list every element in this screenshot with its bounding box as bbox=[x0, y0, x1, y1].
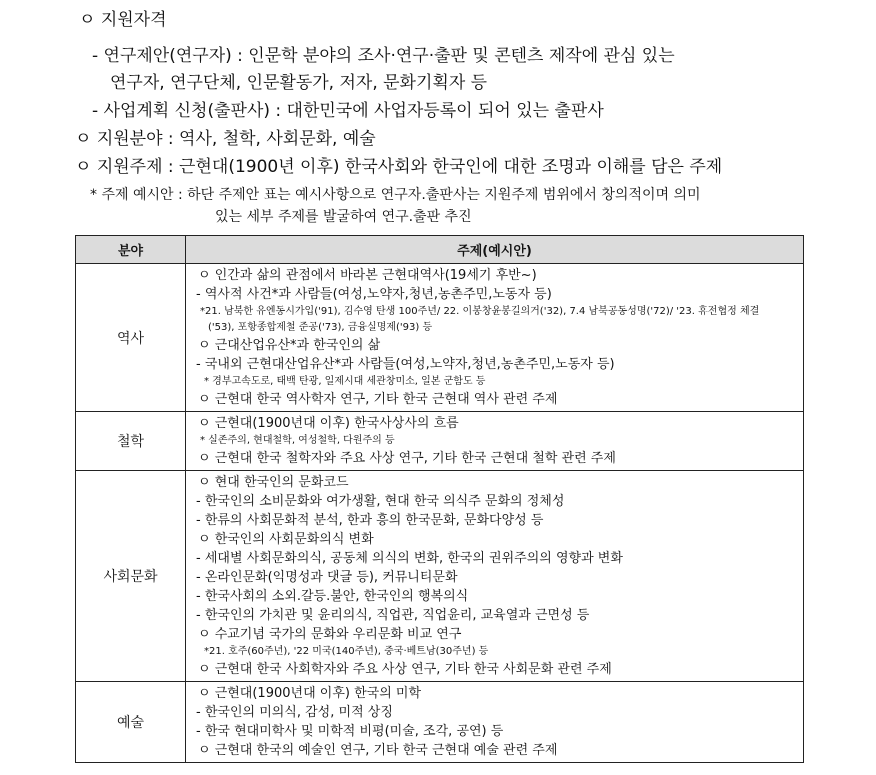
topic-line: ㅇ 근현대 한국 철학자와 주요 사상 연구, 기타 한국 근현대 철학 관련 주제 bbox=[198, 451, 616, 466]
topic-cell bbox=[186, 412, 804, 471]
table-row-society bbox=[76, 471, 804, 682]
topic-cell bbox=[186, 264, 804, 412]
topic-line: - 한국 현대미학사 및 미학적 비평(미술, 조각, 공연) 등 bbox=[196, 724, 504, 739]
topic-line: - 한국인의 소비문화와 여가생활, 현대 한국 의식주 문화의 정체성 bbox=[196, 494, 565, 509]
topic-line: - 세대별 사회문화의식, 공동체 의식의 변화, 한국의 권위주의의 영향과 변화 bbox=[196, 551, 623, 566]
topic-line: * 경부고속도로, 태백 탄광, 일제시대 세관창미소, 일본 군함도 등 bbox=[204, 376, 486, 387]
table-row-history bbox=[76, 264, 804, 412]
topic-line: ㅇ 근현대 한국 사회학자와 주요 사상 연구, 기타 한국 사회문화 관련 주제 bbox=[198, 662, 612, 677]
topic-line: ㅇ 현대 한국인의 문화코드 bbox=[198, 475, 349, 490]
topic-line: - 한국사회의 소외.갈등.불안, 한국인의 행복의식 bbox=[196, 589, 469, 604]
topic-line: ㅇ 근현대(1900년대 이후) 한국사상사의 흐름 bbox=[198, 416, 459, 431]
topic-line: ㅇ 인간과 삶의 관점에서 바라본 근현대역사(19세기 후반~) bbox=[198, 268, 537, 283]
topic-line: - 역사적 사건*과 사람들(여성,노약자,청년,농촌주민,노동자 등) bbox=[196, 287, 552, 302]
table-row-philosophy bbox=[76, 412, 804, 471]
table-row-arts bbox=[76, 682, 804, 763]
header-field: 분야 bbox=[76, 236, 186, 264]
field-cell: 철학 bbox=[76, 412, 186, 471]
topic-line: *21. 남북한 유엔동시가입('91), 김수영 탄생 100주년/ 22. 이봉창윤봉길의거('32), 7.4 남북공동성명('72)/ '23. 휴전협정 체결 bbox=[200, 306, 760, 317]
theme-note-line2: 있는 세부 주제를 발굴하여 연구.출판 추진 bbox=[215, 209, 472, 225]
field-cell: 사회문화 bbox=[76, 471, 186, 682]
topic-line: - 국내외 근현대산업유산*과 사람들(여성,노약자,청년,농촌주민,노동자 등) bbox=[196, 357, 615, 372]
field-cell: 예술 bbox=[76, 682, 186, 763]
table-header-row bbox=[76, 236, 804, 264]
topic-line: ㅇ 한국인의 사회문화의식 변화 bbox=[198, 532, 374, 547]
topic-line: - 한국인의 미의식, 감성, 미적 상징 bbox=[196, 705, 393, 720]
header-topic: 주제(예시안) bbox=[186, 236, 804, 264]
eligibility-publisher: - 사업계획 신청(출판사) : 대한민국에 사업자등록이 되어 있는 출판사 bbox=[92, 101, 604, 121]
topic-line: - 한국인의 가치관 및 윤리의식, 직업관, 직업윤리, 교육열과 근면성 등 bbox=[196, 608, 590, 623]
topic-line: ('53), 포항종합제철 준공('73), 금융실명제('93) 등 bbox=[208, 322, 433, 333]
eligibility-researcher-line1: - 연구제안(연구자) : 인문학 분야의 조사·연구·출판 및 콘텐츠 제작에 관심 있는 bbox=[92, 46, 675, 66]
topic-line: * 실존주의, 현대철학, 여성철학, 다원주의 등 bbox=[200, 435, 395, 446]
topic-line: ㅇ 근현대 한국 역사학자 연구, 기타 한국 근현대 역사 관련 주제 bbox=[198, 392, 558, 407]
topic-line: - 한류의 사회문화적 분석, 한과 흥의 한국문화, 문화다양성 등 bbox=[196, 513, 544, 528]
topic-cell bbox=[186, 471, 804, 682]
field-cell: 역사 bbox=[76, 264, 186, 412]
topic-line: - 온라인문화(익명성과 댓글 등), 커뮤니티문화 bbox=[196, 570, 458, 585]
topic-line: ㅇ 근현대(1900년대 이후) 한국의 미학 bbox=[198, 686, 422, 701]
theme-note-line1: * 주제 예시안 : 하단 주제안 표는 예시사항으로 연구자.출판사는 지원주제 범위에서 창의적이며 의미 bbox=[90, 187, 701, 203]
eligibility-heading: ㅇ 지원자격 bbox=[79, 10, 167, 30]
topic-cell bbox=[186, 682, 804, 763]
eligibility-researcher-line2: 연구자, 연구단체, 인문활동가, 저자, 문화기획자 등 bbox=[110, 73, 488, 93]
topic-line: ㅇ 수교기념 국가의 문화와 우리문화 비교 연구 bbox=[198, 627, 462, 642]
topic-line: *21. 호주(60주년), '22 미국(140주년), 중국·베트남(30주년) 등 bbox=[204, 646, 489, 657]
topic-line: ㅇ 근현대 한국의 예술인 연구, 기타 한국 근현대 예술 관련 주제 bbox=[198, 743, 558, 758]
topic-line: ㅇ 근대산업유산*과 한국인의 삶 bbox=[198, 338, 381, 353]
topic-table bbox=[75, 235, 804, 763]
support-theme: ㅇ 지원주제 : 근현대(1900년 이후) 한국사회와 한국인에 대한 조명과 이해를 담은 주제 bbox=[75, 157, 723, 177]
support-fields: ㅇ 지원분야 : 역사, 철학, 사회문화, 예술 bbox=[75, 129, 376, 149]
